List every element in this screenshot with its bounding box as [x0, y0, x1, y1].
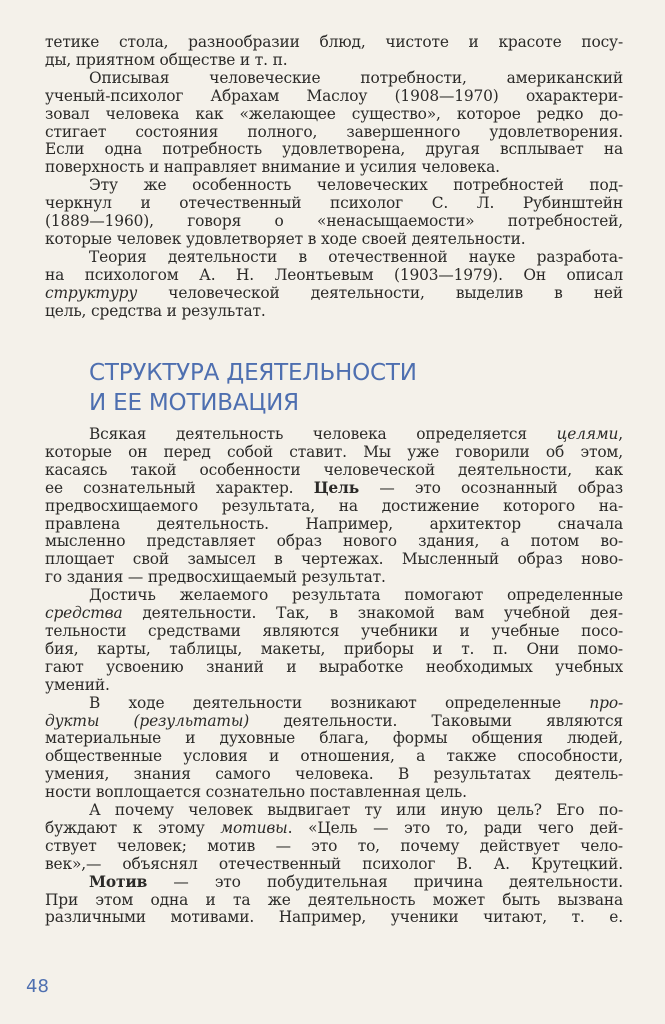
text-line: ученый-психолог Абрахам Маслоу (1908—1970) охарактери- [45, 87, 623, 105]
text-line: зовал человека как «желающее существо», которое редко до- [45, 105, 623, 123]
text-line: на психологом А. Н. Леонтьевым (1903—1979). Он описал [45, 266, 623, 284]
page-number: 48 [26, 976, 49, 997]
top-text-block [45, 34, 623, 321]
bold-term: Цель [313, 479, 360, 497]
text-line: А почему человек выдвигает ту или иную цель? Его по- [89, 802, 623, 820]
text-line: Теория деятельности в отечественной науке разработа- [89, 248, 623, 266]
italic-term: про- [589, 694, 623, 712]
text-line: дукты (результаты) деятельности. Таковыми являются [45, 712, 623, 730]
text-line: материальные и духовные блага, формы общения людей, [45, 730, 623, 748]
text-line: поверхность и направляет внимание и усилия человека. [45, 159, 500, 177]
text-line: Всякая деятельность человека определяется целями, [89, 426, 623, 443]
text-line: Мотив — это побудительная причина деятельности. [89, 873, 623, 891]
text-line: ности воплощается сознательно поставленная цель. [45, 784, 467, 802]
text-line: структуру человеческой деятельности, выделив в ней [45, 284, 623, 302]
text-line: тельности средствами являются учебники и учебные посо- [45, 622, 623, 640]
main-text-block [45, 426, 623, 927]
text-line: черкнул и отечественный психолог С. Л. Рубинштейн [45, 195, 623, 213]
text-line: Достичь желаемого результата помогают определенные [89, 587, 623, 605]
text-line: общественные условия и отношения, а также способности, [45, 748, 623, 766]
text-line: стигает состояния полного, завершенного удовлетворения. [45, 123, 623, 141]
text-line: различными мотивами. Например, ученики читают, т. е. [45, 909, 623, 927]
italic-term: средства [45, 605, 123, 623]
text-line: умения, знания самого человека. В результатах деятель- [45, 766, 623, 784]
text-line: Эту же особенность человеческих потребностей под- [89, 177, 623, 195]
italic-term: дукты (результаты) [45, 712, 250, 730]
text-line: площает свой замысел в чертежах. Мысленный образ ново- [45, 551, 623, 569]
italic-term: структуру [45, 284, 138, 302]
text-line: В ходе деятельности возникают определенные про- [89, 694, 623, 712]
text-line: ды, приятном обществе и т. п. [45, 51, 288, 69]
text-line: касаясь такой особенности человеческой деятельности, как [45, 461, 623, 479]
text-line: буждают к этому мотивы. «Цель — это то, ради чего дей- [45, 819, 623, 837]
section-heading [89, 358, 589, 418]
text-line: век»,— объяснял отечественный психолог В. А. Крутецкий. [45, 855, 623, 873]
text-line: ее сознательный характер. Цель — это осознанный образ [45, 479, 623, 497]
text-line: умений. [45, 676, 110, 694]
text-line: го здания — предвосхищаемый результат. [45, 569, 386, 587]
text-line: которые человек удовлетворяет в ходе своей деятельности. [45, 230, 526, 248]
text-line: Описывая человеческие потребности, американский [89, 69, 623, 87]
text-line: (1889—1960), говоря о «ненасыщаемости» потребностей, [45, 213, 623, 231]
text-line: предвосхищаемого результата, на достижение которого на- [45, 497, 623, 515]
text-line: средства деятельности. Так, в знакомой вам учебной дея- [45, 605, 623, 623]
text-line: цель, средства и результат. [45, 302, 266, 320]
text-line: правлена деятельность. Например, архитектор сначала [45, 515, 623, 533]
text-line: бия, карты, таблицы, макеты, приборы и т. п. Они помо- [45, 640, 623, 658]
text-line: мысленно представляет образ нового здания, а потом во- [45, 533, 623, 551]
italic-term: целями [556, 426, 619, 443]
heading-line: СТРУКТУРА ДЕЯТЕЛЬНОСТИ [89, 360, 417, 386]
bold-term: Мотив [89, 873, 148, 891]
text-line: Если одна потребность удовлетворена, другая всплывает на [45, 141, 623, 159]
text-line: гают усвоению знаний и выработке необходимых учебных [45, 658, 623, 676]
text-line: которые он перед собой ставит. Мы уже говорили об этом, [45, 443, 623, 461]
text-line: При этом одна и та же деятельность может быть вызвана [45, 891, 623, 909]
italic-term: мотивы [220, 819, 288, 837]
text-line: ствует человек; мотив — это то, почему действует чело- [45, 837, 623, 855]
text-line: тетике стола, разнообразии блюд, чистоте и красоте посу- [45, 34, 623, 51]
heading-line: И ЕЕ МОТИВАЦИЯ [89, 390, 299, 416]
